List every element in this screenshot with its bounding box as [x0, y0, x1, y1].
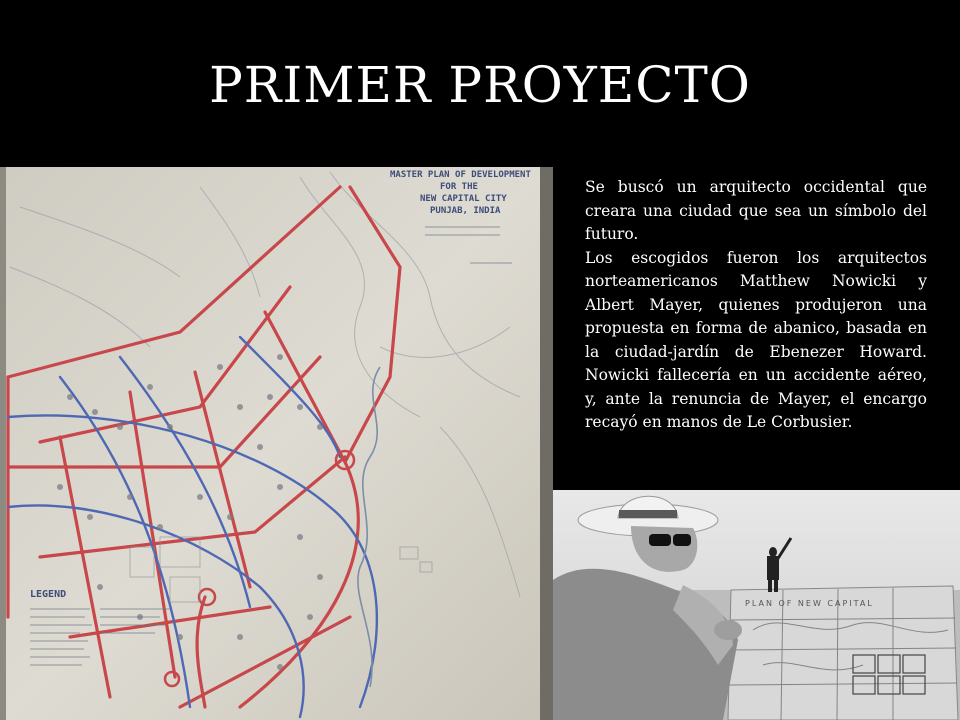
paragraph-2: Los escogidos fueron los arquitectos norteamericanos Matthew Nowicki y Albert Mayer, quienes produjeron una propuesta en forma de abanico, basada en la ciudad-jardín de Ebenezer Howard. Nowicki fallecería en un accidente aéreo, y, ante la renuncia de Mayer, el encargo recayó en manos de Le Corbusier. [585, 248, 927, 431]
map-heading-line-1: MASTER PLAN OF DEVELOPMENT [390, 170, 531, 180]
map-heading-line-3: NEW CAPITAL CITY [420, 194, 507, 204]
portrait-plan-caption: PLAN OF NEW CAPITAL [745, 599, 874, 608]
le-corbusier-photo [553, 490, 960, 720]
map-legend-label: LEGEND [30, 589, 67, 600]
paragraph-1: Se buscó un arquitecto occidental que creara una ciudad que sea un símbolo del futuro. [585, 178, 927, 243]
slide-body-text [585, 176, 927, 435]
map-heading-line-2: FOR THE [440, 182, 478, 192]
master-plan-photo [0, 167, 553, 720]
slide-title: PRIMER PROYECTO [209, 56, 751, 114]
map-heading-line-4: PUNJAB, INDIA [430, 206, 501, 216]
